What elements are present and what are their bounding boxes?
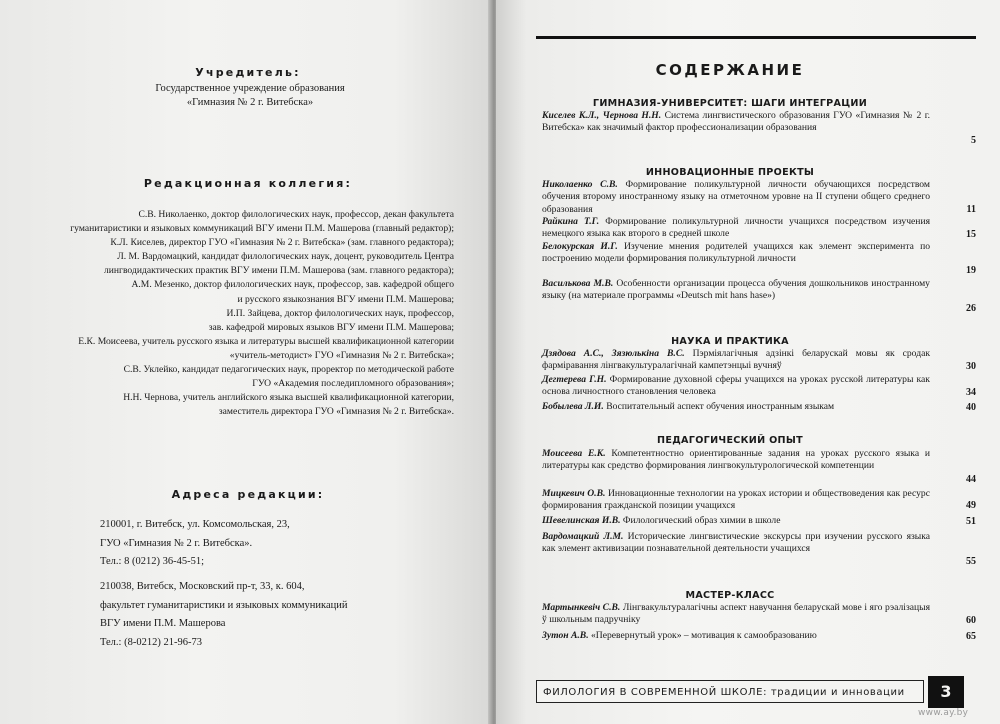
toc-entry-page: 15	[966, 229, 976, 240]
page-number: 3	[928, 676, 964, 708]
board-line: С.В. Николаенко, доктор филологических наук, профессор, декан факультета	[138, 209, 454, 220]
board-list	[16, 208, 454, 419]
toc-entry-text: Компетентностно ориентированные задания на уроках русского языка и литературы как средство формирования лингвокультурологической компетенции	[542, 448, 930, 472]
board-line: К.Л. Киселев, директор ГУО «Гимназия № 2 г. Витебска» (зам. главного редактора);	[110, 237, 454, 249]
board-line: лингводидактических практик ВГУ имени П.М. Машерова (зам. главного редактора);	[103, 265, 454, 277]
toc-entry[interactable]	[542, 278, 930, 303]
toc-entry-page: 40	[966, 402, 976, 413]
toc-section-title: ПЕДАГОГИЧЕСКИЙ ОПЫТ	[657, 435, 803, 446]
toc-entry-page: 34	[966, 387, 976, 398]
board-line: заместитель директора ГУО «Гимназия № 2 г. Витебска».	[218, 406, 454, 418]
toc-entry[interactable]	[542, 488, 930, 513]
toc-entry-page: 60	[966, 615, 976, 626]
journal-footer: ФИЛОЛОГИЯ В СОВРЕМЕННОЙ ШКОЛЕ: традиции и инновации	[536, 680, 924, 703]
toc-entry-author: Вардомацкий Л.М.	[542, 531, 624, 542]
board-line: А.М. Мезенко, доктор филологических наук, профессор, зав. кафедрой общего	[131, 279, 454, 291]
board-line: зав. кафедрой мировых языков ВГУ имени П.М. Машерова;	[208, 321, 454, 333]
watermark: www.ay.by	[918, 708, 969, 718]
toc-entry[interactable]	[542, 515, 930, 527]
toc-entry[interactable]	[542, 602, 930, 627]
address-block-1	[100, 516, 290, 572]
toc-entry-text: Формирование поликультурной личности обучающихся посредством обучения второму иностранному языку на отметочном уровне на II ступени общего среднего образования	[542, 179, 930, 215]
toc-entry-author: Дзядова А.С., Зязюлькіна В.С.	[542, 348, 685, 359]
toc-entry-page: 26	[966, 303, 976, 314]
board-line: Л. М. Вардомацкий, кандидат филологических наук, доцент, руководитель Центра	[117, 251, 454, 263]
toc-entry-page: 49	[966, 500, 976, 511]
toc-entry-author: Мицкевич О.В.	[542, 488, 606, 499]
address-line: ГУО «Гимназия № 2 г. Витебска».	[100, 537, 253, 549]
toc-entry-page: 5	[971, 135, 976, 146]
toc-entry-page: 19	[966, 265, 976, 276]
top-rule	[536, 36, 976, 39]
toc-entry-text: Пэрмiялагічныя адзінкі беларускай мовы як сродак фарміравання лінгвакультуралагічнай кампетэнцыі вучняў	[542, 348, 930, 372]
address-line: 210038, Витебск, Московский пр-т, 33, к. 604,	[100, 581, 305, 592]
address-line: Тел.: 8 (0212) 36-45-51;	[100, 556, 204, 567]
address-heading: Адреса редакции:	[171, 488, 325, 501]
board-line: и русского языкознания ВГУ имени П.М. Машерова;	[237, 293, 454, 305]
toc-entry-text: «Перевернутый урок» – мотивация к самообразованию	[591, 630, 817, 641]
address-line: 210001, г. Витебск, ул. Комсомольская, 23,	[100, 519, 290, 530]
toc-entry[interactable]	[542, 348, 930, 373]
toc-entry-text: Особенности организации процесса обучения дошкольников иностранному языку (на материале программы «Deutsch mit hans hase»)	[542, 278, 930, 302]
toc-entry-author: Мартынкевіч С.В.	[542, 602, 621, 613]
toc-entry-author: Василькова М.В.	[542, 278, 614, 289]
toc-entry-text: Инновационные технологии на уроках истории и обществоведения как ресурс формирования гражданской позиции учащихся	[542, 488, 930, 512]
toc-entry-author: Дегтерева Г.Н.	[542, 374, 607, 385]
board-line: С.В. Уклейко, кандидат педагогических наук, проректор по методической работе	[123, 364, 454, 376]
board-heading: Редакционная коллегия:	[143, 177, 353, 190]
toc-section-title: НАУКА И ПРАКТИКА	[671, 336, 789, 347]
toc-entry-text: Филологический образ химии в школе	[622, 515, 781, 526]
toc-entry[interactable]	[542, 241, 930, 266]
board-line: Е.К. Моисеева, учитель русского языка и литературы высшей квалификационной категории	[78, 335, 454, 347]
toc-entry-author: Райкина Т.Г.	[542, 216, 600, 227]
founder-heading: Учредитель:	[195, 66, 301, 79]
toc-entry-text: Изучение мнения родителей учащихся как элемент эксперимента по построению модели формирования поликультурной личности	[542, 241, 930, 265]
toc-entry-author: Киселев К.Л., Чернова Н.Н.	[542, 110, 662, 121]
toc-entry[interactable]	[542, 448, 930, 473]
left-page	[0, 0, 492, 724]
toc-entry-author: Николаенко С.В.	[542, 179, 618, 190]
toc-section-title: ИННОВАЦИОННЫЕ ПРОЕКТЫ	[645, 167, 815, 178]
toc-entry[interactable]	[542, 216, 930, 241]
board-line: И.П. Зайцева, доктор филологических наук, профессор,	[226, 307, 454, 319]
board-line: ГУО «Академия последипломного образования»;	[252, 378, 454, 390]
toc-section-title: ГИМНАЗИЯ-УНИВЕРСИТЕТ: ШАГИ ИНТЕГРАЦИИ	[592, 98, 868, 109]
toc-entry[interactable]	[542, 179, 930, 216]
toc-entry-text: Лінгвакультуралагічны аспект навучання беларускай мове і яго рэалізацыя ў школьным падручніку	[542, 602, 930, 626]
toc-entry-page: 44	[966, 474, 976, 485]
address-line: ВГУ имени П.М. Машерова	[100, 618, 226, 629]
toc-entry-page: 55	[966, 556, 976, 567]
toc-entry-text: Формирование поликультурной личности учащихся посредством изучения немецкого языка как второго в средней школе	[542, 216, 930, 240]
toc-entry[interactable]	[542, 630, 930, 642]
toc-title: СОДЕРЖАНИЕ	[655, 61, 805, 79]
address-block-2	[100, 578, 347, 652]
toc-entry-text: Формирование духовной сферы учащихся на уроках русской литературы как основа личностного становления человека	[542, 374, 930, 398]
founder-line: «Гимназия № 2 г. Витебска»	[186, 97, 314, 108]
toc-section-title: МАСТЕР-КЛАСС	[685, 590, 775, 601]
toc-entry[interactable]	[542, 531, 930, 556]
toc-entry-author: Моисеева Е.К.	[542, 448, 606, 459]
board-line: Н.Н. Чернова, учитель английского языка высшей квалификационной категории,	[123, 392, 454, 404]
address-line: факультет гуманитаристики и языковых коммуникаций	[100, 599, 348, 611]
toc-entry-author: Зутон А.В.	[542, 630, 589, 641]
toc-entry-text: Исторические лингвистические экскурсы при изучении русского языка как элемент активизации познавательной деятельности учащихся	[542, 531, 930, 555]
toc-entry-page: 51	[966, 516, 976, 527]
address-line: Тел.: (8-0212) 21-96-73	[100, 636, 202, 648]
toc-entry[interactable]	[542, 401, 930, 413]
toc-entry-author: Шевелинская И.В.	[542, 515, 621, 526]
toc-entry-page: 11	[966, 204, 976, 215]
toc-entry-author: Белокурская И.Г.	[542, 241, 618, 252]
board-line: гуманитаристики и языковых коммуникаций ВГУ имени П.М. Машерова (главный редактор);	[70, 223, 454, 235]
toc-entry-page: 30	[966, 361, 976, 372]
toc-entry-page: 65	[966, 631, 976, 642]
toc-entry[interactable]	[542, 110, 930, 135]
toc-entry[interactable]	[542, 374, 930, 399]
board-line: «учитель-методист» ГУО «Гимназия № 2 г. Витебска»;	[229, 349, 454, 361]
toc-entry-text: Воспитательный аспект обучения иностранным языкам	[606, 401, 835, 412]
founder-line: Государственное учреждение образования	[155, 83, 345, 94]
toc-entry-text: Система лингвистического образования ГУО «Гимназия № 2 г. Витебска» как значимый фактор профессионализации образования	[542, 110, 930, 134]
founder-info	[110, 82, 390, 110]
toc-entry-author: Бобылева Л.И.	[542, 401, 604, 412]
